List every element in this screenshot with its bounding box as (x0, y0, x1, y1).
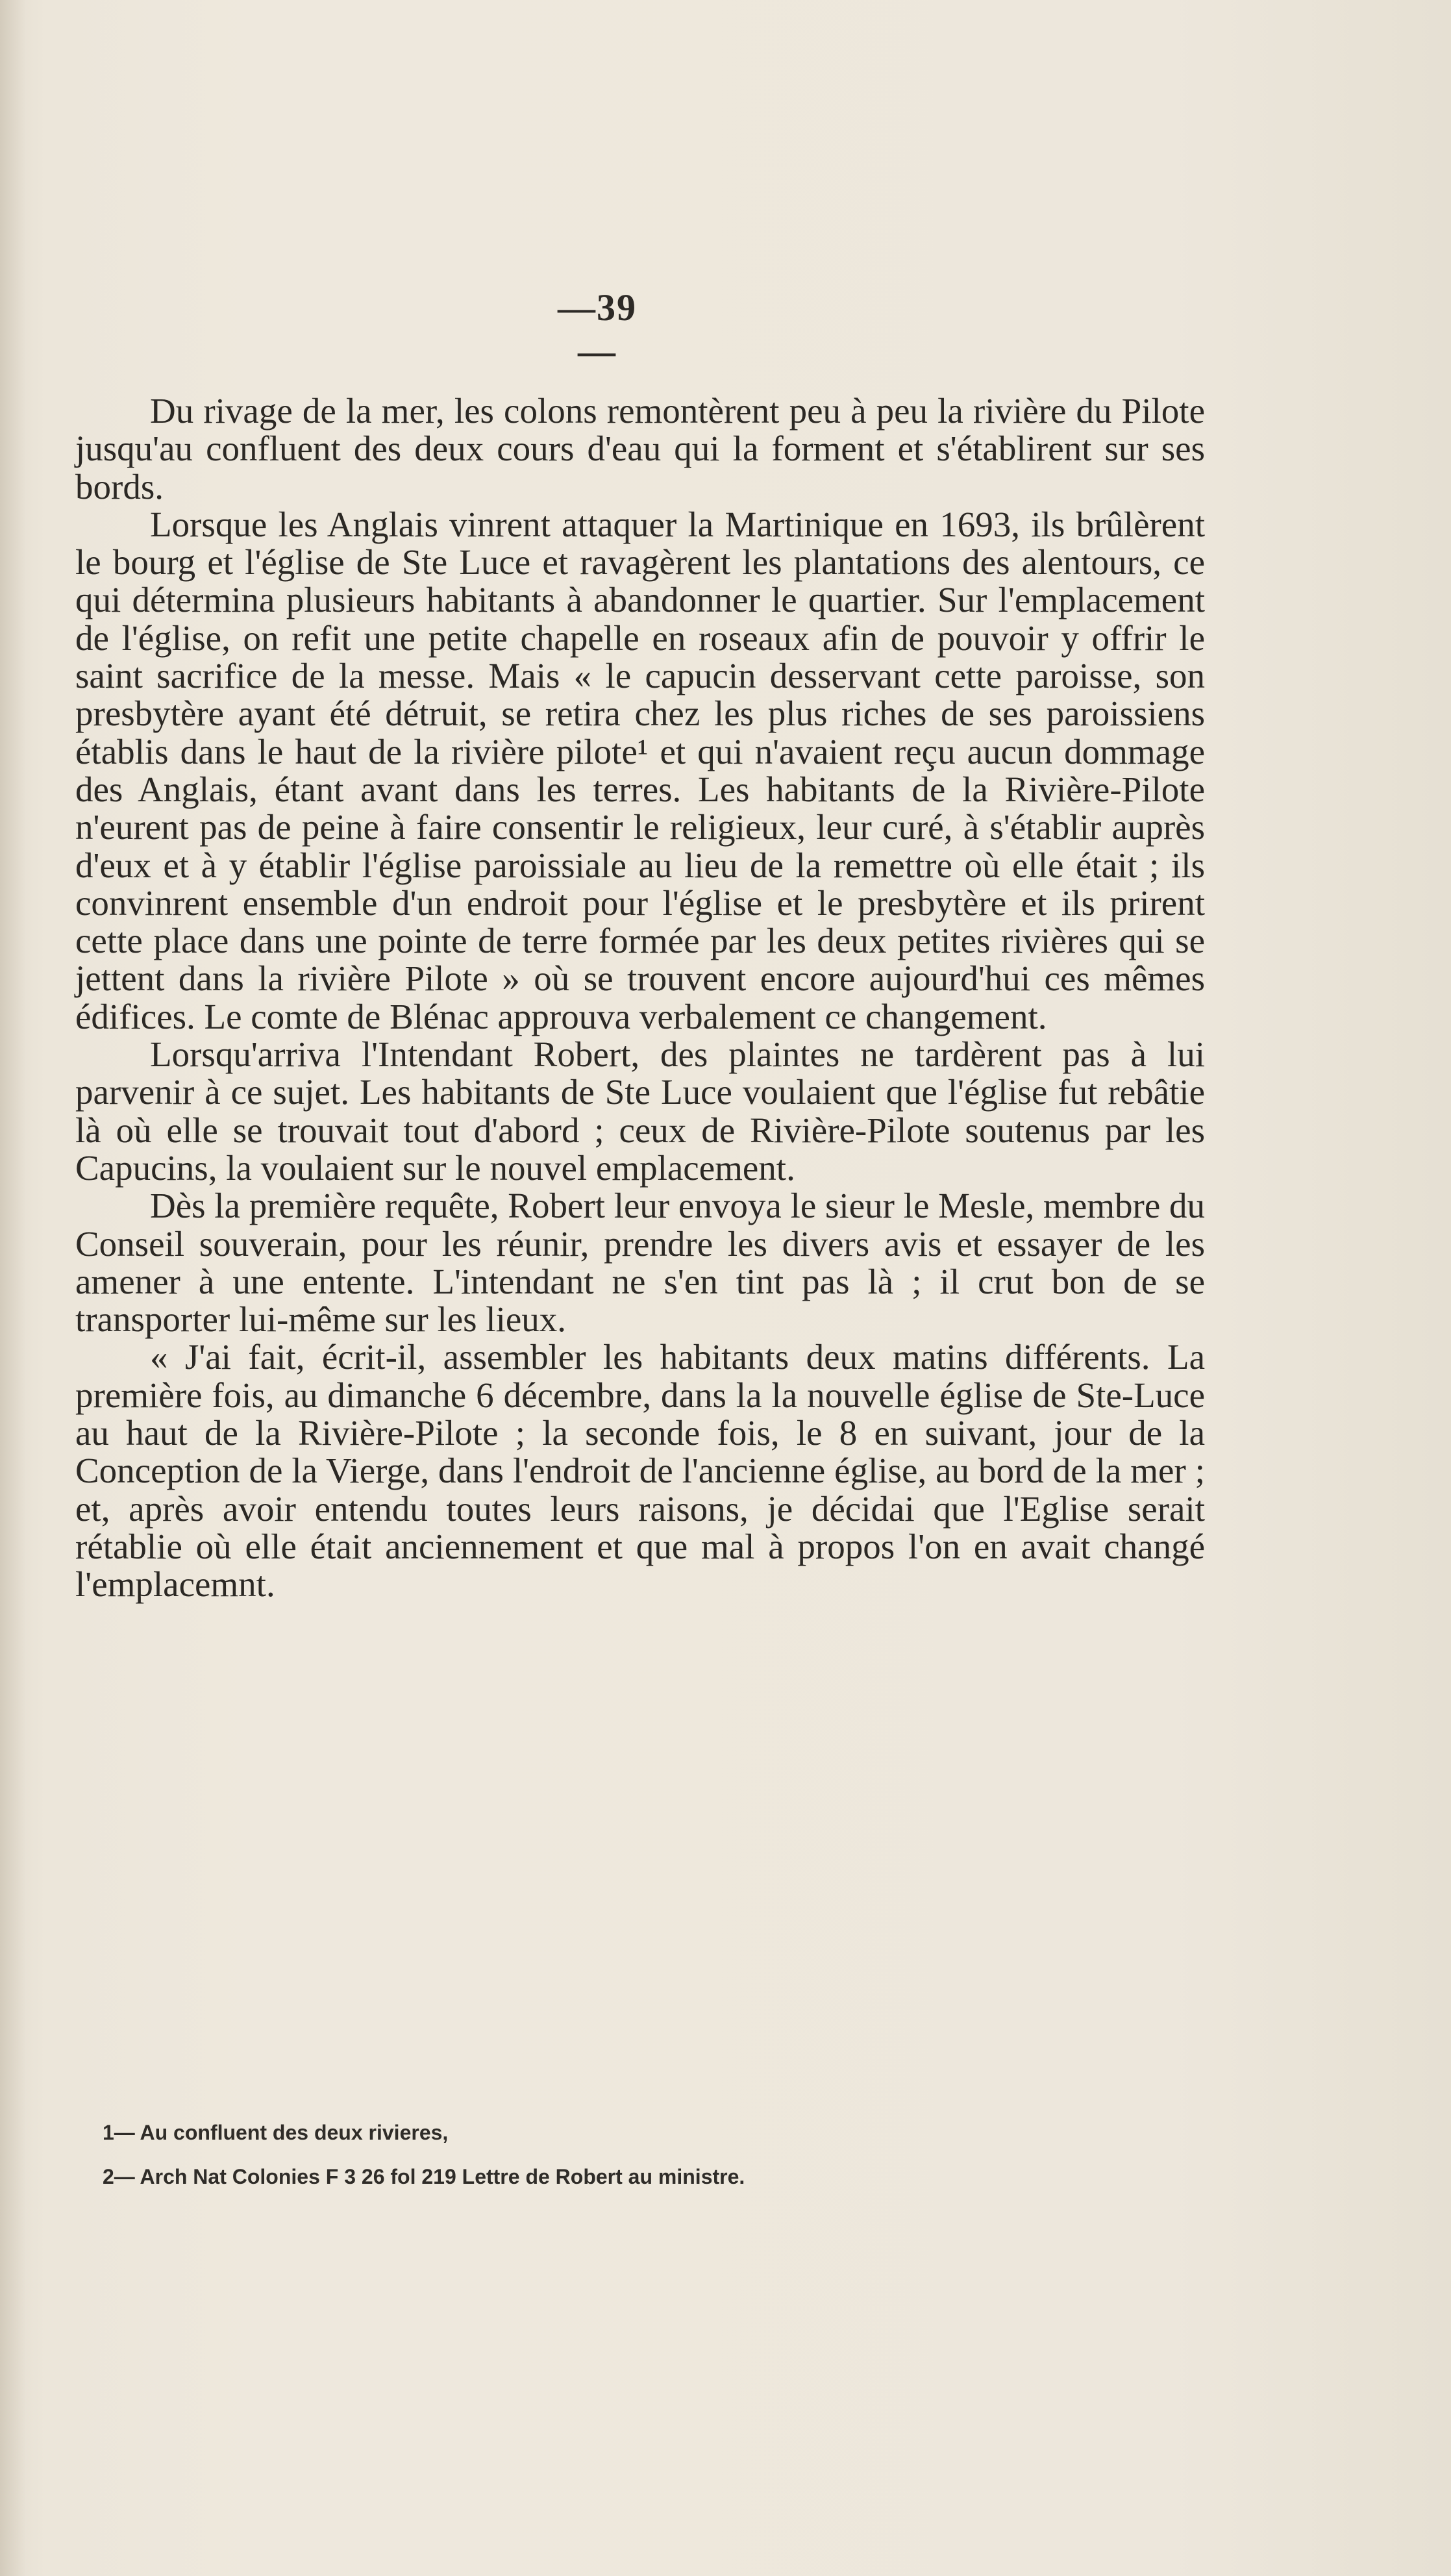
footnotes (103, 2110, 1206, 2199)
paragraph: Lorsqu'arriva l'Intendant Robert, des plaintes ne tardèrent pas à lui parvenir à ce sujet. Les habitants de Ste Luce voulaient que l'église fut rebâtie là où elle se trouvait tout d'abord ; ceux de Rivière-Pilote soutenus par les Capucins, la voulaient sur le nouvel emplacement. (75, 1034, 1205, 1188)
footnote: 2— Arch Nat Colonies F 3 26 fol 219 Lettre de Robert au ministre. (103, 2165, 745, 2188)
paragraph: Lorsque les Anglais vinrent attaquer la Martinique en 1693, ils brûlèrent le bourg et l'église de Ste Luce et ravagèrent les plantations des alentours, ce qui détermina plusieurs habitants à abandonner le quartier. Sur l'emplacement de l'église, on refit une petite chapelle en roseaux afin de pouvoir y offrir le saint sacrifice de la messe. Mais « le capucin desservant cette paroisse, son presbytère ayant été détruit, se retira chez les plus riches de ses paroissiens établis dans le haut de la rivière pilote¹ et qui n'avaient reçu aucun dommage des Anglais, étant avant dans les terres. Les habitants de la Rivière-Pilote n'eurent pas de peine à faire consentir le religieux, leur curé, à s'établir auprès d'eux et à y établir l'église paroissiale au lieu de la remettre où elle était ; ils convinrent ensemble d'un endroit pour l'église et le presbytère et ils prirent cette place dans une pointe de terre formée par les deux petites rivières qui se jettent dans la rivière Pilote » où se trouvent encore aujourd'hui ces mêmes édifices. Le comte de Blénac approuva verbalement ce changement. (75, 504, 1205, 1036)
footnote: 1— Au confluent des deux rivieres, (103, 2121, 449, 2144)
page-edge-shadow (0, 0, 26, 2576)
body-text (75, 392, 1205, 1604)
page-number: —39— (558, 286, 637, 372)
paragraph: « J'ai fait, écrit-il, assembler les habitants deux matins différents. La première fois, au dimanche 6 décembre, dans la la nouvelle église de Ste-Luce au haut de la Rivière-Pilote ; la seconde fois, le 8 en suivant, jour de la Conception de la Vierge, dans l'endroit de l'ancienne église, au bord de la mer ; et, après avoir entendu toutes leurs raisons, je décidai que l'Eglise serait rétablie où elle était anciennement et que mal à propos l'on en avait changé l'emplacemnt. (75, 1337, 1205, 1605)
paragraph: Dès la première requête, Robert leur envoya le sieur le Mesle, membre du Conseil souverain, pour les réunir, prendre les divers avis et essayer de les amener à une entente. L'intendant ne s'en tint pas là ; il crut bon de se transporter lui-même sur les lieux. (75, 1186, 1205, 1340)
paragraph: Du rivage de la mer, les colons remontèrent peu à peu la rivière du Pilote jusqu'au confluent des deux cours d'eau qui la forment et s'établirent sur ses bords. (75, 391, 1205, 506)
